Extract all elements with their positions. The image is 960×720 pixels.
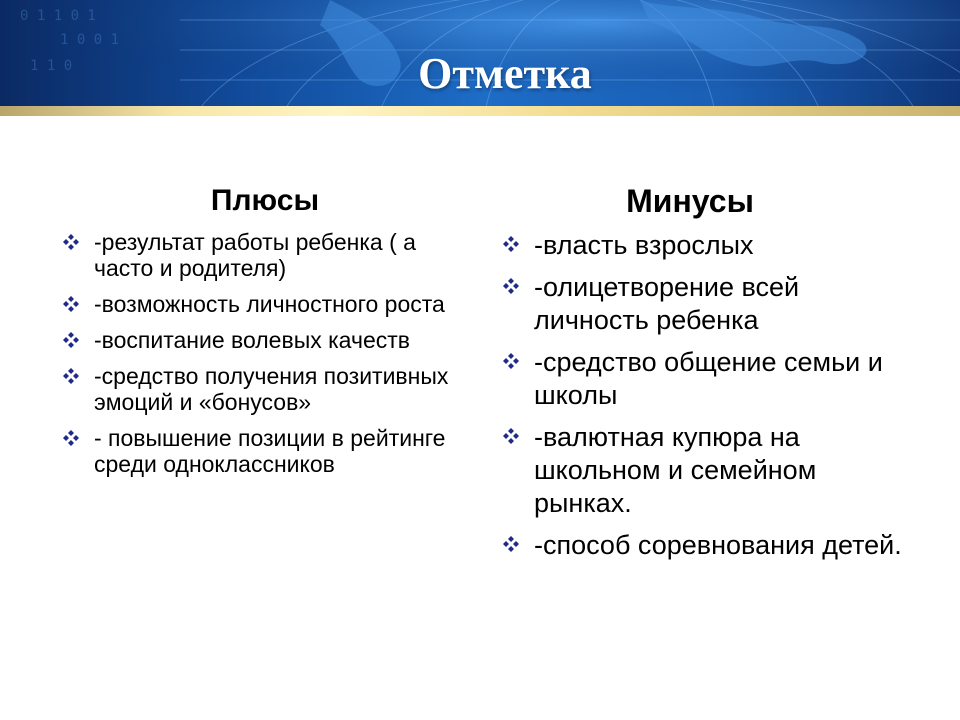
list-item-text: -валютная купюра на школьном и семейном рынках. — [534, 422, 817, 519]
diamond-bullet-icon — [502, 352, 520, 370]
diamond-bullet-icon — [62, 233, 80, 251]
diamond-bullet-icon — [502, 535, 520, 553]
pros-column — [60, 184, 470, 487]
cons-heading: Минусы — [626, 183, 754, 219]
svg-text:0 1 1 0 1: 0 1 1 0 1 — [20, 8, 96, 24]
list-item — [60, 291, 470, 317]
diamond-bullet-icon — [502, 235, 520, 253]
list-item-text: -средство общение семьи и школы — [534, 347, 883, 411]
list-item-text: -возможность личностного роста — [94, 291, 445, 317]
diamond-bullet-icon — [502, 277, 520, 295]
cons-list — [500, 229, 920, 562]
pros-heading: Плюсы — [210, 184, 320, 217]
list-item — [60, 363, 470, 415]
list-item — [60, 229, 470, 281]
diamond-bullet-icon — [62, 367, 80, 385]
diamond-bullet-icon — [62, 331, 80, 349]
cons-column — [500, 184, 920, 571]
diamond-bullet-icon — [62, 295, 80, 313]
list-item — [60, 425, 470, 477]
list-item-text: -результат работы ребенка ( а часто и родителя) — [94, 229, 416, 281]
banner-gold-strip — [0, 106, 960, 116]
header-banner — [0, 0, 960, 116]
page-title: Отметка — [418, 49, 592, 98]
list-item-text: -воспитание волевых качеств — [94, 327, 410, 353]
pros-list — [60, 229, 470, 477]
svg-text:1 1 0: 1 1 0 — [30, 58, 73, 74]
list-item — [500, 529, 920, 562]
list-item — [60, 327, 470, 353]
diamond-bullet-icon — [502, 427, 520, 445]
list-item — [500, 229, 920, 262]
list-item-text: -олицетворение всей личность ребенка — [534, 272, 800, 336]
list-item-text: -власть взрослых — [534, 230, 754, 261]
list-item-text: -средство получения позитивных эмоций и «бонусов» — [94, 363, 449, 415]
list-item-text: -способ соревнования детей. — [534, 530, 902, 561]
list-item-text: - повышение позиции в рейтинге среди одноклассников — [94, 425, 446, 477]
list-item — [500, 421, 920, 520]
svg-text:1 0 0 1: 1 0 0 1 — [60, 32, 120, 48]
diamond-bullet-icon — [62, 429, 80, 447]
list-item — [500, 346, 920, 412]
list-item — [500, 271, 920, 337]
